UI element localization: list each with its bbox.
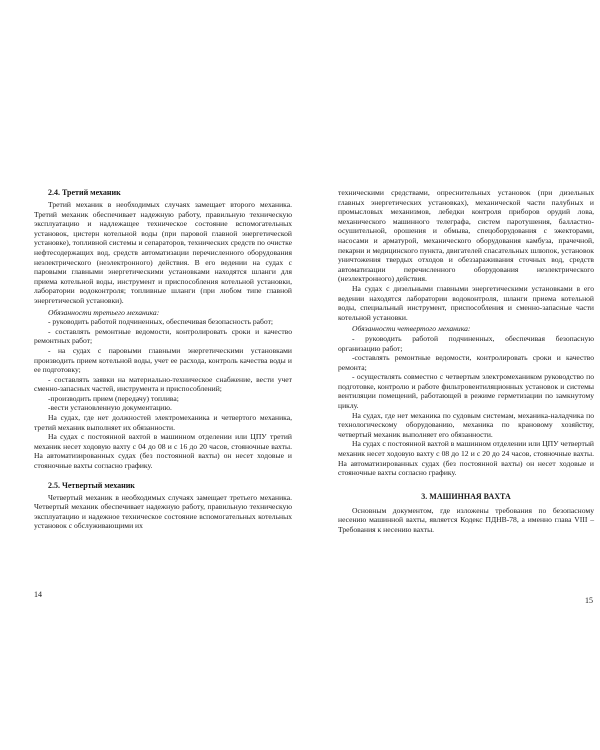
paragraph: На судах с постоянной вахтой в машинном отделении или ЦПУ четвертый механик несет ходовую вахту с 08 до 12 и с 20 до 24 часов, стояночные вахты. На автоматизированных судах (без постоянной вахты) он несет ходовые и стояночные вахты согласно графику. (338, 439, 594, 478)
duty-item: -производить прием (передачу) топлива; (48, 393, 179, 403)
duties-title: Обязанности третьего механика: (48, 307, 160, 317)
paragraph: На судах с постоянной вахтой в машинном отделении или ЦПУ третий механик несет ходовую вахту с 04 до 08 и с 16 до 20 часов, стояночные вахты. На автоматизированных судах (без постоянной вахты) он несет ходовые и стояночные вахты согласно графику. (34, 432, 292, 471)
duty-item: - составлять заявки на материально-техническое снабжение, вести учет сменно-запасных частей, инструмента и приспособлений; (34, 374, 292, 394)
left-text-column (34, 188, 292, 531)
duty-item: - на судах с паровыми главными энергетическими установками производить прием котельной воды, учет ее расхода, контроль качества воды и ее подготовку; (34, 345, 292, 375)
right-page (300, 0, 600, 750)
duty-item: - осуществлять совместно с четвертым электромехаником руководство по подготовке, контролю и работе фильтровентиляционных установок и системы вентиляции помещений, работающей в режиме герметизации по замкнутому циклу. (338, 372, 594, 411)
duties-title: Обязанности четвертого механика: (352, 324, 471, 334)
section-heading-third-engineer: 2.4. Третий механик (48, 188, 121, 197)
page-number: 15 (585, 596, 593, 605)
paragraph: Третий механик в необходимых случаях замещает второго механика. Третий механик обеспечивает надежную работу, правильную техническую эксплуатацию и надлежащее техническое состояние вспомогательных установок, цистерн котельной воды (при паровой главной энергетической установке), топливной системы и сепараторов, технических средств по очистке нефтесодержащих вод, средств автоматизации перечисленного оборудования неэлектрического (неэлектронного) действия. В его ведении на судах с паровыми главными энергетическими установками находятся шланги для приема котельной воды, инструмент и приспособления котельной установки, лаборатории водоконтроля; топливные шланги (при любом типе главной энергетической установки). (34, 200, 292, 305)
paragraph: Четвертый механик в необходимых случаях замещает третьего механика. Четвертый механик обеспечивает надежную работу, правильную техническую эксплуатацию и надежное техническое состояние вспомогательных котельных установок с обслуживающими их (34, 492, 292, 531)
duty-item: - составлять ремонтные ведомости, контролировать сроки и качество ремонтных работ; (34, 326, 292, 346)
paragraph: техническими средствами, опреснительных установок (при дизельных главных энергетических установках), механической части палубных и промысловых механизмов, лебедки контроля приборов орудий лова, механического машинного телеграфа, систем паротушения, балластно-осушительной, орошения и обмыва, спецоборудования с эжекторами, насосами и арматурой, механического оборудования камбуза, прачечной, пекарни и медицинского пункта, двигателей спасательных шлюпок, установок уничтожения твердых отходов и обеззараживания сточных вод, средств автоматизации перечисленного оборудования неэлектрического (неэлектронного) действия. (338, 188, 594, 284)
duty-item: -вести установленную документацию. (48, 403, 172, 413)
paragraph: Основным документом, где изложены требования по безопасному несению машинной вахты, является Кодекс ПДНВ-78, а именно глава VIII – Требования к несению вахты. (338, 505, 594, 534)
section-heading-fourth-engineer: 2.5. Четвертый механик (48, 480, 135, 490)
right-text-column (338, 188, 594, 535)
section-heading-engine-watch: 3. МАШИННАЯ ВАХТА (421, 491, 511, 501)
page-number: 14 (34, 590, 42, 599)
paragraph: На судах, где нет должностей электромеханика и четвертого механика, третий механик выполняет их обязанности. (34, 413, 292, 432)
duty-item: -составлять ремонтные ведомости, контролировать сроки и качество ремонта; (338, 353, 594, 372)
duty-item: - руководить работой подчиненных, обеспечивая безопасную организацию работ; (338, 333, 594, 353)
duty-item: - руководить работой подчиненных, обеспечивая безопасность работ; (48, 317, 273, 327)
paragraph: На судах с дизельными главными энергетическими установками в его ведении находятся лаборатории водоконтроля, шланги приема котельной воды, специальный инструмент, приспособления и сменно-запасные части котельной установки. (338, 283, 594, 322)
paragraph: На судах, где нет механика по судовым системам, механика-наладчика по технологическому оборудованию, механика по крановому хозяйству, четвертый механик выполняет его обязанности. (338, 410, 594, 439)
